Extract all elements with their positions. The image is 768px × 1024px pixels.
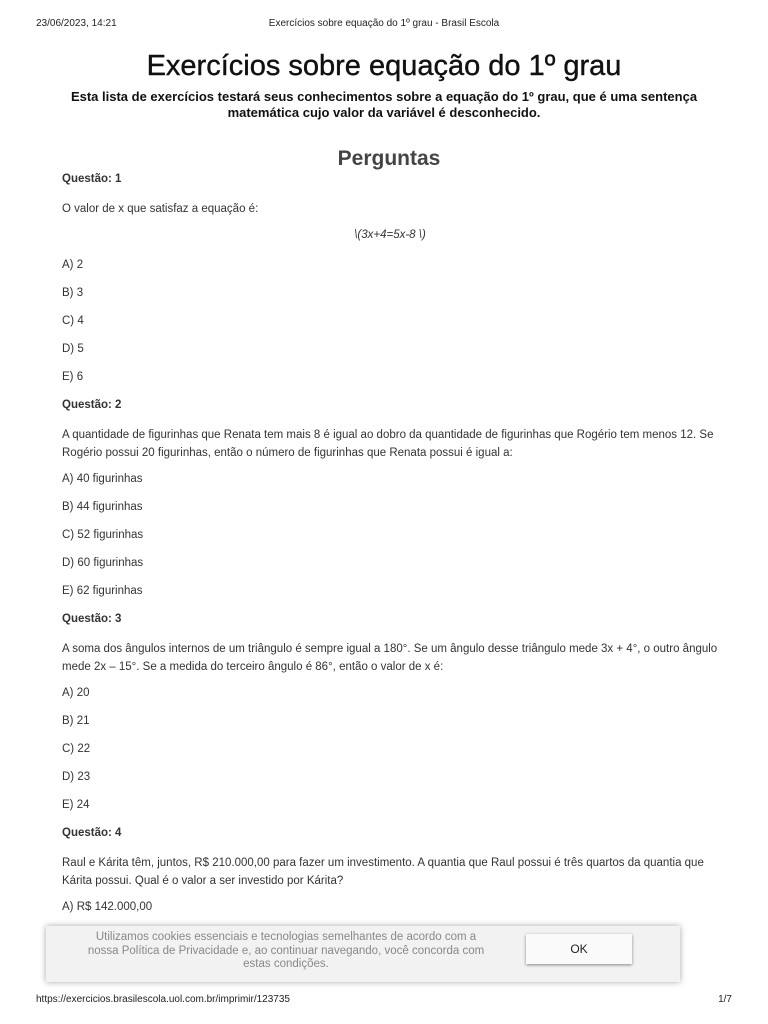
option-d: D) 5 [62,343,84,355]
question-text: Raul e Kárita têm, juntos, R$ 210.000,00 para fazer um investimento. A quantia que Raul possui é três quartos da quantia que Kárita possui. Qual é o valor a ser investido por Kárita? [62,857,704,887]
cookie-banner [46,926,680,982]
cookie-notice-text: Utilizamos cookies essenciais e tecnologias semelhantes de acordo com a nossa Política de Privacidade e, ao continuar navegando, você concorda com estas condições. [87,931,485,970]
question-heading: Questão: 1 [62,173,122,185]
questions-list [62,172,718,928]
option-c: C) 4 [62,315,84,327]
option-b: B) 44 figurinhas [62,501,143,513]
question-text: A quantidade de figurinhas que Renata tem mais 8 é igual ao dobro da quantidade de figurinhas que Rogério tem menos 12. Se Rogério possui 20 figurinhas, então o número de figurinhas que Renata possui é igual a: [62,429,714,459]
page-counter: 1/7 [718,994,732,1005]
question-heading: Questão: 3 [62,613,122,625]
option-a: A) 40 figurinhas [62,473,143,485]
option-e: E) 6 [62,371,84,383]
option-e: E) 24 [62,799,90,811]
page-subtitle: Esta lista de exercícios testará seus conhecimentos sobre a equação do 1º grau, que é uma sentença matemática cujo valor da variável é desconhecido. [70,89,698,120]
option-a: A) 2 [62,259,84,271]
print-url: https://exercicios.brasilescola.uol.com.br/imprimir/123735 [36,994,290,1005]
option-e: E) 62 figurinhas [62,585,143,597]
option-d: D) 23 [62,771,91,783]
question-equation: \(3x+4=5x-8 \) [354,229,426,241]
question-4 [62,826,718,914]
option-b: B) 3 [62,287,84,299]
question-1 [62,172,718,384]
option-c: C) 22 [62,743,91,755]
question-2 [62,398,718,598]
question-heading: Questão: 4 [62,827,122,839]
print-date: 23/06/2023, 14:21 [36,18,117,29]
print-footer [36,994,732,1008]
question-text: O valor de x que satisfaz a equação é: [62,203,259,215]
option-a: A) 20 [62,687,90,699]
option-a: A) R$ 142.000,00 [62,901,153,913]
print-page-title: Exercícios sobre equação do 1º grau - Brasil Escola [268,18,500,29]
question-heading: Questão: 2 [62,399,122,411]
question-3 [62,612,718,812]
option-c: C) 52 figurinhas [62,529,144,541]
question-text: A soma dos ângulos internos de um triângulo é sempre igual a 180°. Se um ângulo desse triângulo mede 3x + 4°, o outro ângulo mede 2x – 15°. Se a medida do terceiro ângulo é 86°, então o valor de x é: [62,643,718,673]
option-b: B) 21 [62,715,90,727]
option-d: D) 60 figurinhas [62,557,144,569]
cookie-ok-button[interactable]: OK [526,934,632,964]
page-title: Exercícios sobre equação do 1º grau [146,50,622,82]
print-header [36,18,732,32]
section-title: Perguntas [337,147,441,170]
